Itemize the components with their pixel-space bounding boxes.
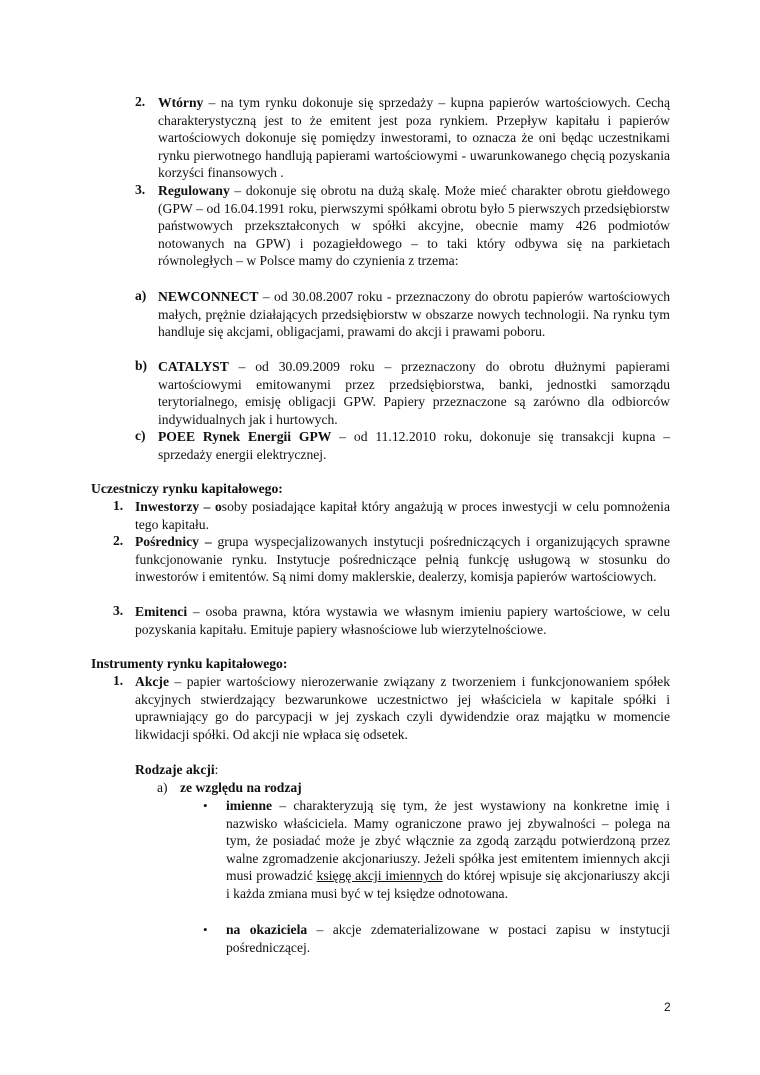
term-text: – od 30.09.2009 roku – przeznaczony do obrotu dłużnymi papierami wartościowymi emitowanymi przez przedsiębiorstwa, banki, jednostki samorządu terytorialnego, emisję obligacji GPW. Papiery przeznaczone są zarówno dla odbiorców indywidualnych jak i hurtowych. [158, 359, 670, 427]
term-text: – na tym rynku dokonuje się sprzedaży – kupna papierów wartościowych. Cechą charakterystyczną jest to że emitent jest poza rynkiem. Przepływ kapitału i papierów wartościowych dokonuje się pomiędzy inwestorami, to oznacza że oni będąc uczestnikami rynku pierwotnego handlują papierami wartościowymi - uwarunkowanego chęcią pozyskania korzyści finansowych . [158, 95, 670, 181]
market-type-secondary [158, 94, 670, 182]
bullet-icon: • [203, 798, 208, 813]
term-label: Inwestorzy – o [135, 499, 222, 514]
instruments-heading: Instrumenty rynku kapitałowego: [91, 656, 288, 671]
term-text: – papier wartościowy nierozerwanie związany z tworzeniem i funkcjonowaniem spółek akcyjnych stwierdzający bezwarunkowe uczestnictwo jej właściciela w kapitale spółki i uprawniający go do parcypacji w jej zyskach czyli dywidendzie oraz majątku w momencie likwidacji spółki. Od akcji nie wpłaca się odsetek. [135, 674, 670, 742]
list-number: 2. [135, 94, 146, 109]
list-number: 3. [135, 182, 146, 197]
term-text: grupa wyspecjalizowanych instytucji pośredniczących i organizujących sprawne funkcjonowanie rynku. Instytucje pośredniczące pełnią funkcję usługową w stosunku do inwestorów i emitentów. Są nimi domy maklerskie, dealerzy, komisja papierów wartościowych. [135, 534, 670, 585]
term-label: NEWCONNECT [158, 289, 259, 304]
list-letter: b) [135, 358, 148, 373]
term-label: CATALYST [158, 359, 229, 374]
subtype-poee [158, 428, 670, 463]
term-label: Akcje [135, 674, 169, 689]
term-label: Regulowany [158, 183, 230, 198]
share-type-by-kind: ze względu na rodzaj [180, 780, 302, 795]
term-label: na okaziciela [226, 922, 308, 937]
term-text: – dokonuje się obrotu na dużą skalę. Może mieć charakter obrotu giełdowego (GPW – od 16.04.1991 roku, pierwszymi spółkami obrotu było 5 pierwszych przedsiębiorstw państwowych przekształconych w spółki akcyjne, obecnie mamy 426 podmiotów notowanych na GPW) i pozagiełdowego – to taki który odbywa się na parkietach równoległych – w Polsce mamy do czynienia z trzema: [158, 183, 670, 269]
list-letter: a) [135, 288, 147, 303]
list-letter: c) [135, 428, 146, 443]
bullet-icon: • [203, 922, 208, 937]
list-letter: a) [157, 780, 168, 795]
subtype-catalyst [158, 358, 670, 428]
list-number: 3. [113, 603, 124, 618]
list-number: 1. [113, 498, 124, 513]
subtype-newconnect [158, 288, 670, 341]
participant-intermediaries [135, 533, 670, 586]
share-type-bearer [226, 921, 670, 956]
participant-issuers [135, 603, 670, 638]
share-types-colon: : [214, 762, 219, 777]
term-label: POEE Rynek Energii GPW [158, 429, 332, 444]
share-types-label: Rodzaje akcji [135, 762, 215, 777]
term-label: Wtórny [158, 95, 204, 110]
list-number: 1. [113, 673, 124, 688]
term-text: do której wpisuje się akcjonariuszy akcji i każda zmiana musi być w tej księdze odnotowana. [226, 868, 670, 901]
term-label: Emitenci [135, 604, 188, 619]
list-number: 2. [113, 533, 124, 548]
share-types-heading [135, 761, 218, 779]
participants-heading: Uczestniczy rynku kapitałowego: [91, 481, 283, 496]
term-text: – charakteryzują się tym, że jest wystawiony na konkretne imię i nazwisko właściciela. Mamy ograniczone prawo jej zbywalności – polega na tym, że posiadać może je zbyć włącznie za zgodą zarządu potwierdzoną przez walne zgromadzenie akcjonariuszy. Jeżeli spółka jest emitentem imiennych akcji musi prowadzić [226, 798, 670, 884]
term-text: – od 30.08.2007 roku - przeznaczony do obrotu papierów wartościowych małych, prężnie działających przedsiębiorstw w obszarze nowych technologii. Na rynku tym handluje się akcjami, obligacjami, prawami do akcji i prawami poboru. [158, 289, 670, 340]
page-number: 2 [664, 1000, 671, 1014]
instrument-shares [135, 673, 670, 743]
term-label: Pośrednicy – [135, 534, 212, 549]
participant-investors [135, 498, 670, 533]
term-text: – osoba prawna, która wystawia we własnym imieniu papiery wartościowe, w celu pozyskania kapitału. Emituje papiery własnościowe lub wierzytelnościowe. [135, 604, 670, 637]
market-type-regulated [158, 182, 670, 270]
term-text: – od 11.12.2010 roku, dokonuje się transakcji kupna – sprzedaży energii elektrycznej. [158, 429, 671, 462]
term-text: – akcje zdematerializowane w postaci zapisu w instytucji pośredniczącej. [226, 922, 671, 955]
term-label: imienne [226, 798, 273, 813]
underlined-term: księgę akcji imiennych [316, 868, 443, 884]
share-type-registered [226, 797, 670, 903]
term-text: soby posiadające kapitał który angażują w proces inwestycji w celu pomnożenia tego kapitału. [135, 499, 670, 532]
